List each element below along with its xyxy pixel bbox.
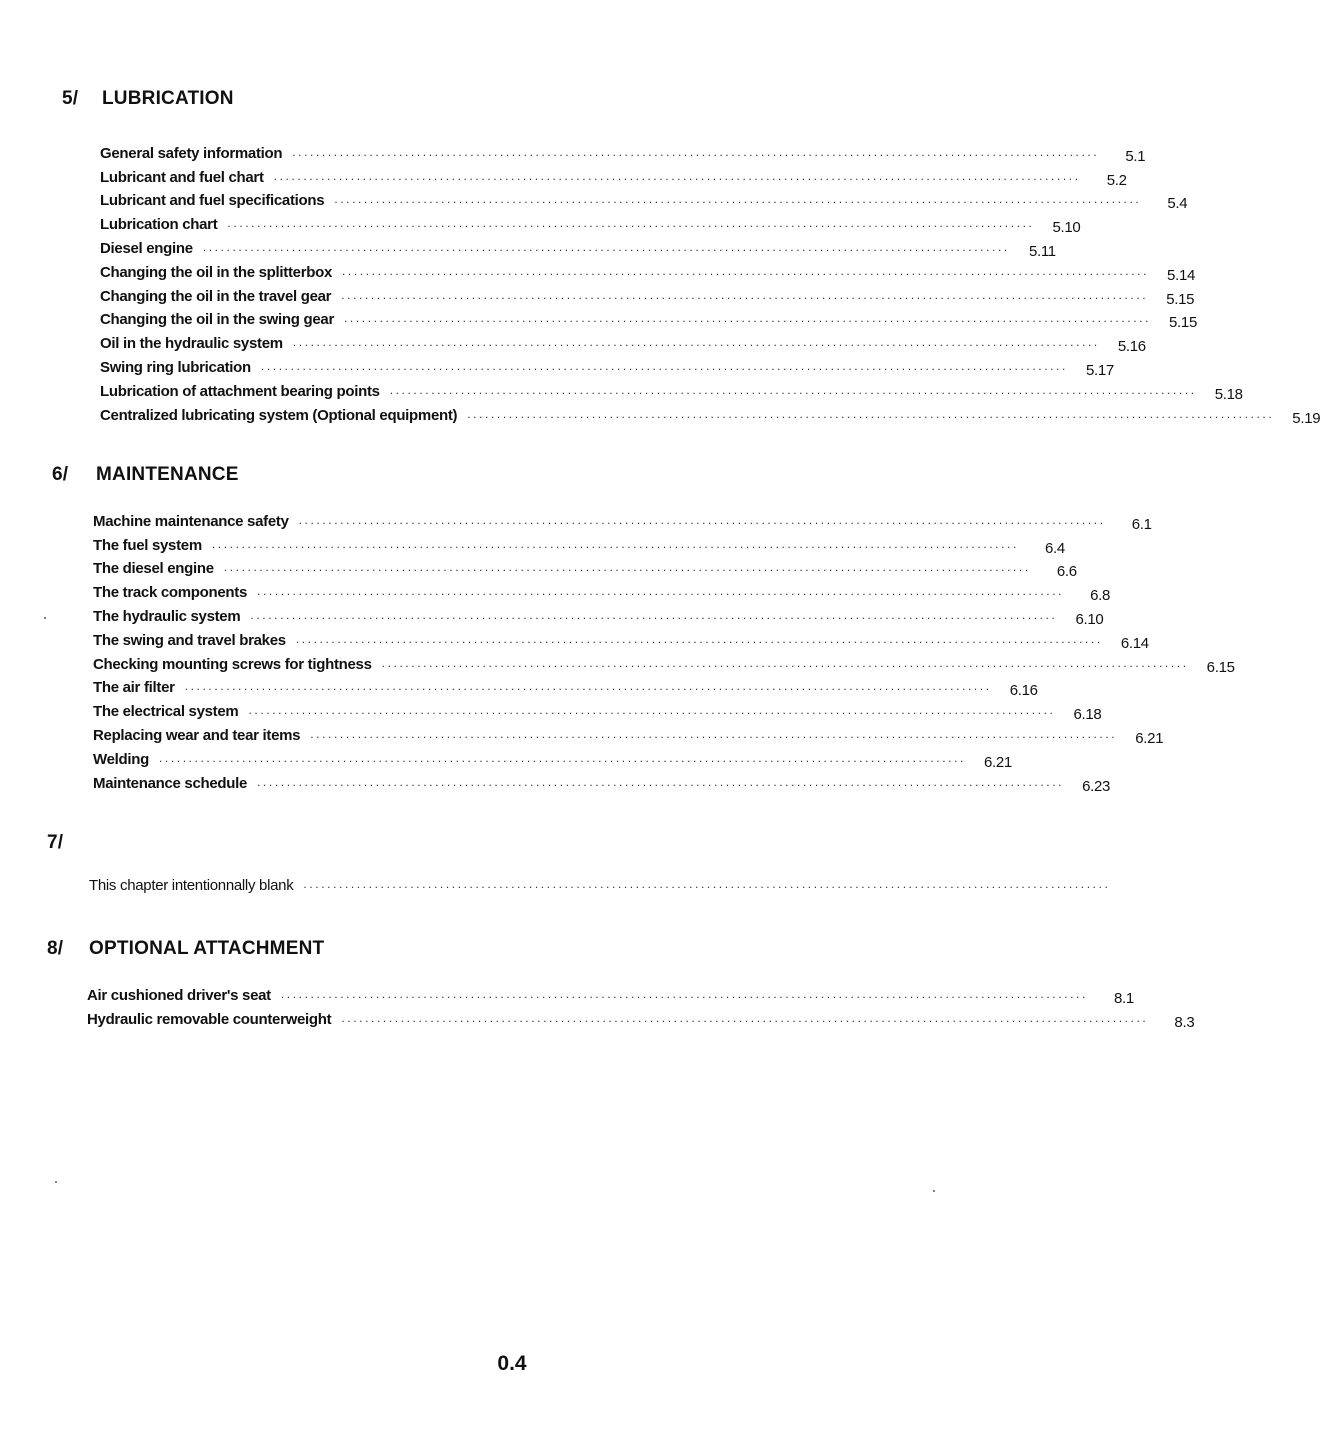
toc-entry[interactable] [100, 257, 1196, 284]
toc-entry-page: 5.15 [1169, 314, 1198, 332]
toc-entry[interactable] [100, 209, 1081, 237]
toc-entry[interactable] [87, 1004, 1195, 1031]
toc-entry-label: The air filter [93, 679, 175, 697]
dot-leader: ........................................................................................................................................ [334, 192, 1142, 207]
toc-entry[interactable] [93, 554, 1077, 581]
toc-entry-page: 6.14 [1120, 634, 1149, 652]
toc-entry[interactable] [100, 352, 1114, 379]
toc-entry-page: 6.4 [1044, 539, 1065, 557]
toc-entry-label: Oil in the hydraulic system [100, 335, 283, 353]
toc-entry-page: 5.14 [1167, 266, 1196, 284]
toc-entry-label: Changing the oil in the splitterbox [100, 263, 332, 281]
toc-entry-page: 5.11 [1028, 242, 1056, 260]
toc-entry-label: Changing the oil in the travel gear [100, 287, 332, 305]
dot-leader: ........................................................................................................................................ [257, 584, 1065, 599]
dot-leader: ........................................................................................................................................ [184, 679, 992, 694]
scan-speck [44, 617, 46, 619]
toc-entry[interactable] [93, 506, 1152, 533]
toc-entry[interactable] [100, 233, 1056, 260]
toc-entry-page: 5.19 [1292, 409, 1320, 427]
toc-entry-label: This chapter intentionnally blank [89, 876, 294, 894]
toc-entry[interactable] [100, 400, 1320, 427]
toc-entry[interactable] [100, 305, 1198, 332]
section-number: 7/ [47, 832, 64, 853]
toc-entry-label: Checking mounting screws for tightness [93, 655, 372, 673]
toc-entry-label: The track components [93, 584, 248, 602]
toc-entry-page: 6.21 [983, 753, 1012, 771]
scan-speck [933, 1190, 935, 1192]
toc-entry[interactable] [100, 186, 1188, 213]
toc-entry[interactable] [93, 649, 1235, 676]
toc-entry-page: 6.10 [1075, 610, 1104, 628]
dot-leader: ........................................................................................................................................ [211, 536, 1019, 551]
toc-entry[interactable] [93, 744, 1012, 771]
toc-entry[interactable] [100, 328, 1146, 356]
toc-entry-label: The swing and travel brakes [93, 631, 286, 649]
toc-entry[interactable] [93, 720, 1164, 747]
toc-entry-page: 5.16 [1117, 338, 1146, 356]
section-title: MAINTENANCE [96, 464, 239, 485]
section-number: 6/ [52, 464, 69, 485]
toc-entry-label: Diesel engine [100, 239, 193, 257]
dot-leader: ........................................................................................................................................ [250, 607, 1058, 622]
dot-leader: ........................................................................................................................................ [280, 986, 1088, 1001]
dot-leader: ........................................................................................................................................ [303, 876, 1111, 891]
toc-entry-page: 6.15 [1206, 658, 1235, 676]
dot-leader: ........................................................................................................................................ [260, 358, 1068, 373]
toc-entry-page: 8.3 [1174, 1013, 1195, 1031]
toc-entry-list [87, 980, 1195, 1031]
section-number: 5/ [62, 88, 79, 109]
toc-entry[interactable] [89, 870, 1111, 894]
toc-entry[interactable] [93, 696, 1102, 724]
toc-entry-page: 5.15 [1166, 290, 1195, 308]
toc-entry[interactable] [93, 601, 1104, 628]
toc-entry-label: Lubrication of attachment bearing points [100, 382, 380, 400]
toc-entry-label: The hydraulic system [93, 607, 241, 625]
dot-leader: ........................................................................................................................................ [223, 560, 1031, 575]
toc-entry[interactable] [100, 376, 1243, 403]
scan-speck [55, 1181, 57, 1183]
toc-entry-page: 6.23 [1082, 777, 1111, 795]
toc-entry-page: 6.18 [1073, 706, 1102, 724]
toc-entry[interactable] [93, 625, 1149, 652]
dot-leader: ........................................................................................................................................ [273, 168, 1081, 183]
toc-entry-page: 5.4 [1167, 195, 1188, 213]
toc-entry-label: Swing ring lubrication [100, 358, 251, 376]
toc-entry[interactable] [100, 281, 1195, 308]
toc-entry[interactable] [93, 577, 1111, 605]
toc-entry[interactable] [100, 138, 1146, 165]
toc-entry-page: 5.17 [1085, 361, 1114, 379]
toc-entry-label: The electrical system [93, 703, 239, 721]
dot-leader: ........................................................................................................................................ [248, 703, 1056, 718]
dot-leader: ........................................................................................................................................ [389, 382, 1197, 397]
dot-leader: ........................................................................................................................................ [343, 311, 1152, 326]
toc-entry-label: Changing the oil in the swing gear [100, 311, 334, 329]
dot-leader: ........................................................................................................................................ [292, 335, 1100, 350]
toc-entry-label: Lubrication chart [100, 216, 218, 234]
dot-leader: ........................................................................................................................................ [467, 406, 1275, 421]
toc-entry-page: 5.10 [1052, 219, 1081, 237]
toc-entry[interactable] [93, 768, 1111, 795]
toc-entry-label: Lubricant and fuel specifications [100, 192, 325, 210]
section-number: 8/ [47, 938, 64, 959]
dot-leader: ........................................................................................................................................ [257, 774, 1065, 789]
dot-leader: ........................................................................................................................................ [202, 239, 1010, 254]
dot-leader: ........................................................................................................................................ [341, 1010, 1149, 1025]
toc-entry[interactable] [87, 980, 1134, 1007]
toc-entry-list [89, 870, 1111, 894]
toc-entry-label: Centralized lubricating system (Optional equipment) [100, 406, 458, 424]
dot-leader: ........................................................................................................................................ [227, 216, 1035, 231]
toc-entry-page: 5.18 [1214, 385, 1243, 403]
dot-leader: ........................................................................................................................................ [381, 655, 1189, 670]
toc-entry[interactable] [100, 162, 1127, 189]
toc-entry-label: Machine maintenance safety [93, 512, 289, 530]
toc-entry[interactable] [93, 530, 1065, 557]
toc-entry[interactable] [93, 673, 1038, 700]
toc-entry-page: 5.1 [1125, 147, 1146, 165]
toc-entry-page: 6.16 [1009, 682, 1038, 700]
dot-leader: ........................................................................................................................................ [158, 750, 966, 765]
toc-entry-list [93, 506, 1235, 795]
toc-entry-label: General safety information [100, 144, 283, 162]
toc-entry-label: The fuel system [93, 536, 202, 554]
dot-leader: ........................................................................................................................................ [310, 726, 1118, 741]
dot-leader: ........................................................................................................................................ [342, 263, 1150, 278]
toc-entry-page: 6.1 [1131, 515, 1152, 533]
toc-entry-label: Welding [93, 750, 149, 768]
page-number: 0.4 [497, 1352, 527, 1375]
toc-entry-label: Air cushioned driver's seat [87, 986, 271, 1004]
toc-entry-page: 6.6 [1056, 563, 1077, 581]
toc-entry-label: Hydraulic removable counterweight [87, 1010, 332, 1028]
dot-leader: ........................................................................................................................................ [292, 144, 1100, 159]
toc-entry-label: The diesel engine [93, 560, 214, 578]
section-title: LUBRICATION [102, 88, 234, 109]
toc-entry-page: 6.21 [1135, 729, 1164, 747]
toc-entry-label: Replacing wear and tear items [93, 726, 301, 744]
dot-leader: ........................................................................................................................................ [341, 287, 1149, 302]
toc-entry-page: 6.8 [1090, 587, 1111, 605]
dot-leader: ........................................................................................................................................ [298, 512, 1106, 527]
toc-entry-page: 5.2 [1106, 171, 1127, 189]
toc-entry-page: 8.1 [1113, 989, 1134, 1007]
toc-entry-label: Lubricant and fuel chart [100, 168, 264, 186]
section-title: OPTIONAL ATTACHMENT [89, 938, 325, 959]
toc-entry-label: Maintenance schedule [93, 774, 248, 792]
dot-leader: ........................................................................................................................................ [295, 631, 1103, 646]
toc-entry-list [100, 138, 1320, 427]
